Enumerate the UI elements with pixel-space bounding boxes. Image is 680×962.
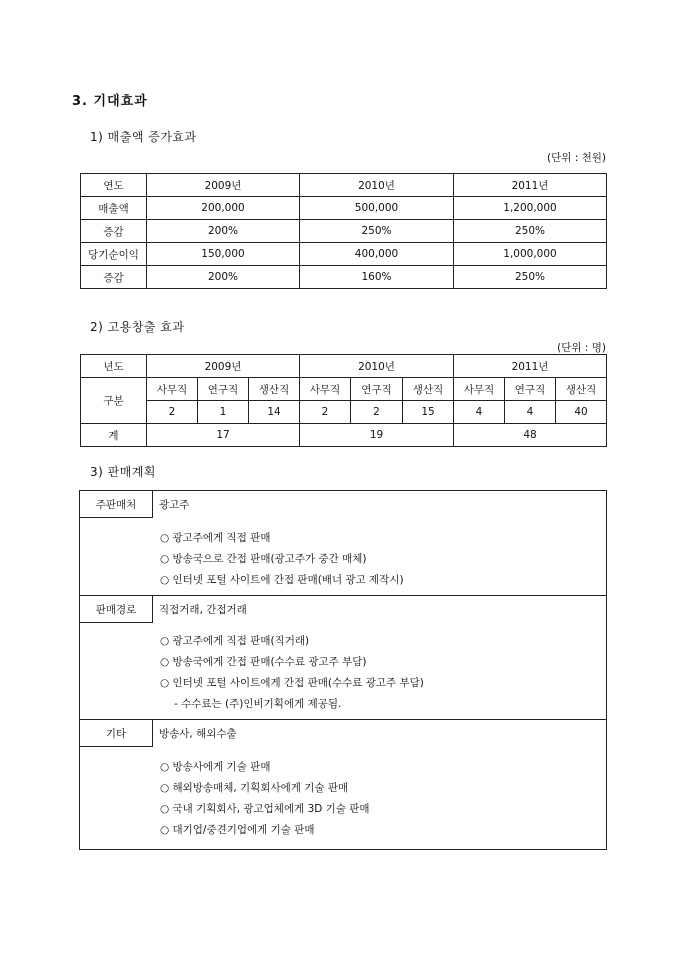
table-cell: 160% bbox=[300, 266, 454, 289]
table-row bbox=[81, 378, 607, 401]
employment-heading: 2) 고용창출 효과 bbox=[90, 320, 185, 334]
count-cell: 14 bbox=[249, 401, 300, 424]
table-row bbox=[81, 243, 607, 266]
header-cell: 2010년 bbox=[300, 174, 454, 197]
list-item: ○ 방송국에게 간접 판매(수수료 광고주 부담) bbox=[160, 656, 367, 668]
plan-label: 판매경로 bbox=[80, 596, 153, 623]
plan-list-row bbox=[80, 747, 607, 850]
count-cell: 1 bbox=[198, 401, 249, 424]
count-cell: 40 bbox=[556, 401, 607, 424]
year-cell: 2010년 bbox=[300, 355, 454, 378]
plan-label: 주판매처 bbox=[80, 491, 153, 518]
row-label: 증감 bbox=[81, 266, 147, 289]
section-title: 3. 기대효과 bbox=[72, 94, 148, 109]
total-cell: 48 bbox=[454, 424, 607, 447]
header-cell: 2011년 bbox=[454, 174, 607, 197]
plan-list-row bbox=[80, 623, 607, 720]
table-cell: 1,200,000 bbox=[454, 197, 607, 220]
role-cell: 연구직 bbox=[351, 378, 403, 401]
list-item: ○ 대기업/중견기업에게 기술 판매 bbox=[160, 824, 315, 836]
count-cell: 2 bbox=[147, 401, 198, 424]
total-cell: 17 bbox=[147, 424, 300, 447]
table-cell: 250% bbox=[300, 220, 454, 243]
plan-list bbox=[80, 623, 607, 720]
role-cell: 사무직 bbox=[454, 378, 505, 401]
count-cell: 4 bbox=[454, 401, 505, 424]
list-item: ○ 인터넷 포털 사이트에 간접 판매(배너 광고 제작시) bbox=[160, 574, 404, 586]
row-label: 당기순이익 bbox=[81, 243, 147, 266]
plan-list bbox=[80, 518, 607, 596]
table-cell: 200,000 bbox=[147, 197, 300, 220]
table-cell: 250% bbox=[454, 220, 607, 243]
table-row bbox=[81, 401, 607, 424]
list-item: ○ 국내 기획회사, 광고업체에게 3D 기술 판매 bbox=[160, 803, 370, 815]
role-cell: 생산직 bbox=[403, 378, 454, 401]
table-header-row bbox=[81, 355, 607, 378]
role-cell: 연구직 bbox=[505, 378, 556, 401]
sales-unit: (단위 : 천원) bbox=[547, 152, 606, 164]
role-cell: 생산직 bbox=[556, 378, 607, 401]
table-row bbox=[81, 266, 607, 289]
table-cell: 500,000 bbox=[300, 197, 454, 220]
plan-list bbox=[80, 747, 607, 850]
list-item: ○ 인터넷 포털 사이트에게 간접 판매(수수료 광고주 부담) bbox=[160, 677, 424, 689]
role-cell: 사무직 bbox=[147, 378, 198, 401]
table-cell: 400,000 bbox=[300, 243, 454, 266]
total-label: 계 bbox=[81, 424, 147, 447]
sales-heading: 1) 매출액 증가효과 bbox=[90, 130, 197, 144]
table-row bbox=[81, 197, 607, 220]
row-label: 매출액 bbox=[81, 197, 147, 220]
list-item: ○ 방송사에게 기술 판매 bbox=[160, 761, 271, 773]
employment-unit: (단위 : 명) bbox=[557, 342, 606, 354]
year-cell: 2011년 bbox=[454, 355, 607, 378]
list-item: ○ 방송국으로 간접 판매(광고주가 중간 매체) bbox=[160, 553, 367, 565]
table-cell: 200% bbox=[147, 266, 300, 289]
table-row bbox=[81, 220, 607, 243]
year-cell: 2009년 bbox=[147, 355, 300, 378]
list-item: ○ 광고주에게 직접 판매 bbox=[160, 532, 271, 544]
plan-value: 직접거래, 간접거래 bbox=[153, 596, 607, 623]
table-row bbox=[81, 424, 607, 447]
sales-plan-table bbox=[79, 490, 607, 850]
employment-table bbox=[80, 354, 607, 447]
list-note: - 수수료는 (주)인비기획에게 제공됨. bbox=[174, 698, 342, 710]
table-cell: 200% bbox=[147, 220, 300, 243]
role-cell: 생산직 bbox=[249, 378, 300, 401]
plan-label: 기타 bbox=[80, 720, 153, 747]
table-cell: 150,000 bbox=[147, 243, 300, 266]
header-cell: 연도 bbox=[81, 174, 147, 197]
count-cell: 2 bbox=[351, 401, 403, 424]
header-cell: 2009년 bbox=[147, 174, 300, 197]
total-cell: 19 bbox=[300, 424, 454, 447]
plan-row bbox=[80, 720, 607, 747]
plan-row bbox=[80, 596, 607, 623]
role-cell: 사무직 bbox=[300, 378, 351, 401]
plan-list-row bbox=[80, 518, 607, 596]
list-item: ○ 해외방송매체, 기획회사에게 기술 판매 bbox=[160, 782, 349, 794]
count-cell: 15 bbox=[403, 401, 454, 424]
count-cell: 2 bbox=[300, 401, 351, 424]
plan-value: 방송사, 해외수출 bbox=[153, 720, 607, 747]
count-cell: 4 bbox=[505, 401, 556, 424]
table-cell: 1,000,000 bbox=[454, 243, 607, 266]
table-header-row bbox=[81, 174, 607, 197]
sales-table bbox=[80, 173, 607, 289]
row-label: 증감 bbox=[81, 220, 147, 243]
plan-value: 광고주 bbox=[153, 491, 607, 518]
table-cell: 250% bbox=[454, 266, 607, 289]
role-cell: 연구직 bbox=[198, 378, 249, 401]
list-item: ○ 광고주에게 직접 판매(직거래) bbox=[160, 635, 310, 647]
sales-plan-heading: 3) 판매계획 bbox=[90, 465, 156, 479]
header-cell: 년도 bbox=[81, 355, 147, 378]
category-label: 구분 bbox=[81, 378, 147, 424]
plan-row bbox=[80, 491, 607, 518]
